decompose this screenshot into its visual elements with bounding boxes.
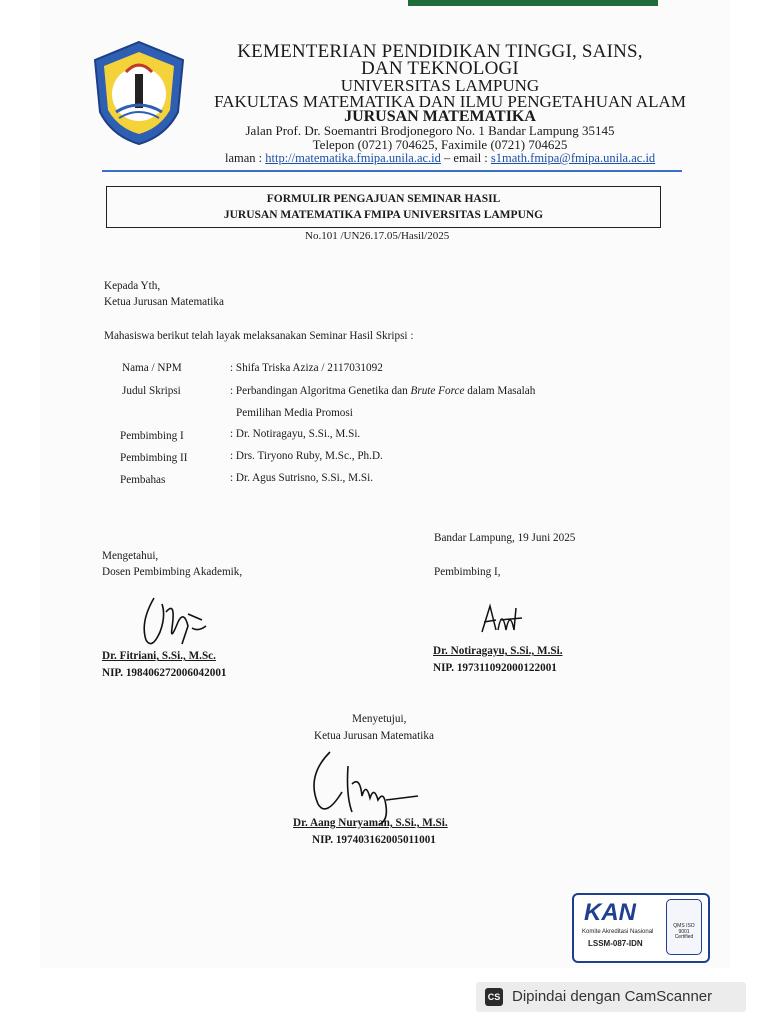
kan-accreditation-badge — [572, 893, 710, 963]
center-role-line1: Menyetujui, — [352, 713, 407, 725]
left-signature — [132, 592, 212, 656]
detail-label-title: Judul Skripsi — [122, 385, 181, 397]
university-name: UNIVERSITAS LAMPUNG — [340, 76, 540, 95]
university-logo — [86, 38, 192, 148]
addressee-line2: Ketua Jurusan Matematika — [104, 296, 224, 308]
left-signer-nip: NIP. 198406272006042001 — [102, 667, 227, 679]
faculty-name: FAKULTAS MATEMATIKA DAN ILMU PENGETAHUAN ALAM — [214, 92, 686, 111]
left-signer-name: Dr. Fitriani, S.Si., M.Sc. — [102, 650, 216, 662]
form-title-box — [106, 186, 661, 228]
iso-badge — [666, 899, 702, 955]
form-title-line1: FORMULIR PENGAJUAN SEMINAR HASIL — [266, 193, 501, 205]
left-role-line2: Dosen Pembimbing Akademik, — [102, 566, 243, 578]
phone-line: Telepon (0721) 704625, Faximile (0721) 704625 — [312, 137, 568, 152]
title-part2: dalam Masalah — [467, 385, 536, 397]
ministry-line1: KEMENTERIAN PENDIDIKAN TINGGI, SAINS, — [237, 41, 643, 62]
detail-label-examiner: Pembahas — [120, 474, 166, 486]
left-role-line1: Mengetahui, — [102, 550, 159, 562]
center-role-line2: Ketua Jurusan Matematika — [314, 730, 434, 742]
camscanner-icon: CS — [485, 988, 503, 1006]
place-date: Bandar Lampung, 19 Juni 2025 — [434, 532, 576, 544]
header-rule — [102, 170, 682, 172]
title-italic: Brute Force — [410, 385, 465, 397]
email-label: – email : — [444, 151, 488, 165]
right-signer-name: Dr. Notiragayu, S.Si., M.Si. — [433, 645, 563, 657]
website-link[interactable]: http://matematika.fmipa.unila.ac.id — [265, 151, 441, 165]
green-strip — [408, 0, 658, 6]
intro-text: Mahasiswa berikut telah layak melaksanakan Seminar Hasil Skripsi : — [104, 330, 414, 342]
center-signer-nip: NIP. 197403162005011001 — [312, 834, 436, 846]
center-signature — [300, 746, 430, 826]
camscanner-watermark — [476, 982, 746, 1012]
kan-brand: KAN — [584, 899, 636, 926]
department-name: JURUSAN MATEMATIKA — [344, 108, 536, 125]
iso-cert-text: QMS ISO 9001 Certified — [673, 923, 695, 940]
address-line: Jalan Prof. Dr. Soemantri Brodjonegoro No. 1 Bandar Lampung 35145 — [245, 123, 615, 138]
right-role: Pembimbing I, — [434, 566, 501, 578]
detail-label-name: Nama / NPM — [122, 362, 182, 374]
detail-value-title-line2: Pemilihan Media Promosi — [236, 407, 353, 419]
title-part1: : Perbandingan Algoritma Genetika dan — [230, 385, 408, 397]
detail-value-name: : Shifa Triska Aziza / 2117031092 — [230, 362, 383, 374]
detail-label-supervisor2: Pembimbing II — [120, 452, 188, 464]
form-title-line2: JURUSAN MATEMATIKA FMIPA UNIVERSITAS LAMPUNG — [223, 209, 544, 221]
form-number: No.101 /UN26.17.05/Hasil/2025 — [305, 230, 450, 242]
email-link[interactable]: s1math.fmipa@fmipa.unila.ac.id — [490, 151, 656, 165]
addressee-line1: Kepada Yth, — [104, 280, 161, 292]
laman-label: laman : — [225, 151, 263, 165]
camscanner-label: Dipindai dengan CamScanner — [512, 988, 713, 1005]
detail-value-supervisor2: : Drs. Tiryono Ruby, M.Sc., Ph.D. — [230, 450, 383, 462]
contact-line — [225, 151, 655, 166]
right-signature — [476, 600, 526, 638]
detail-value-supervisor1: : Dr. Notiragayu, S.Si., M.Si. — [230, 428, 361, 440]
detail-value-examiner: : Dr. Agus Sutrisno, S.Si., M.Si. — [230, 472, 373, 484]
kan-code: LSSM-087-IDN — [588, 939, 643, 948]
detail-label-supervisor1: Pembimbing I — [120, 430, 184, 442]
detail-value-title — [230, 385, 535, 397]
ministry-line2: DAN TEKNOLOGI — [361, 58, 519, 79]
kan-subtitle: Komite Akreditasi Nasional — [582, 929, 654, 935]
right-signer-nip: NIP. 197311092000122001 — [433, 662, 557, 674]
center-signer-name: Dr. Aang Nuryaman, S.Si., M.Si. — [293, 817, 448, 829]
